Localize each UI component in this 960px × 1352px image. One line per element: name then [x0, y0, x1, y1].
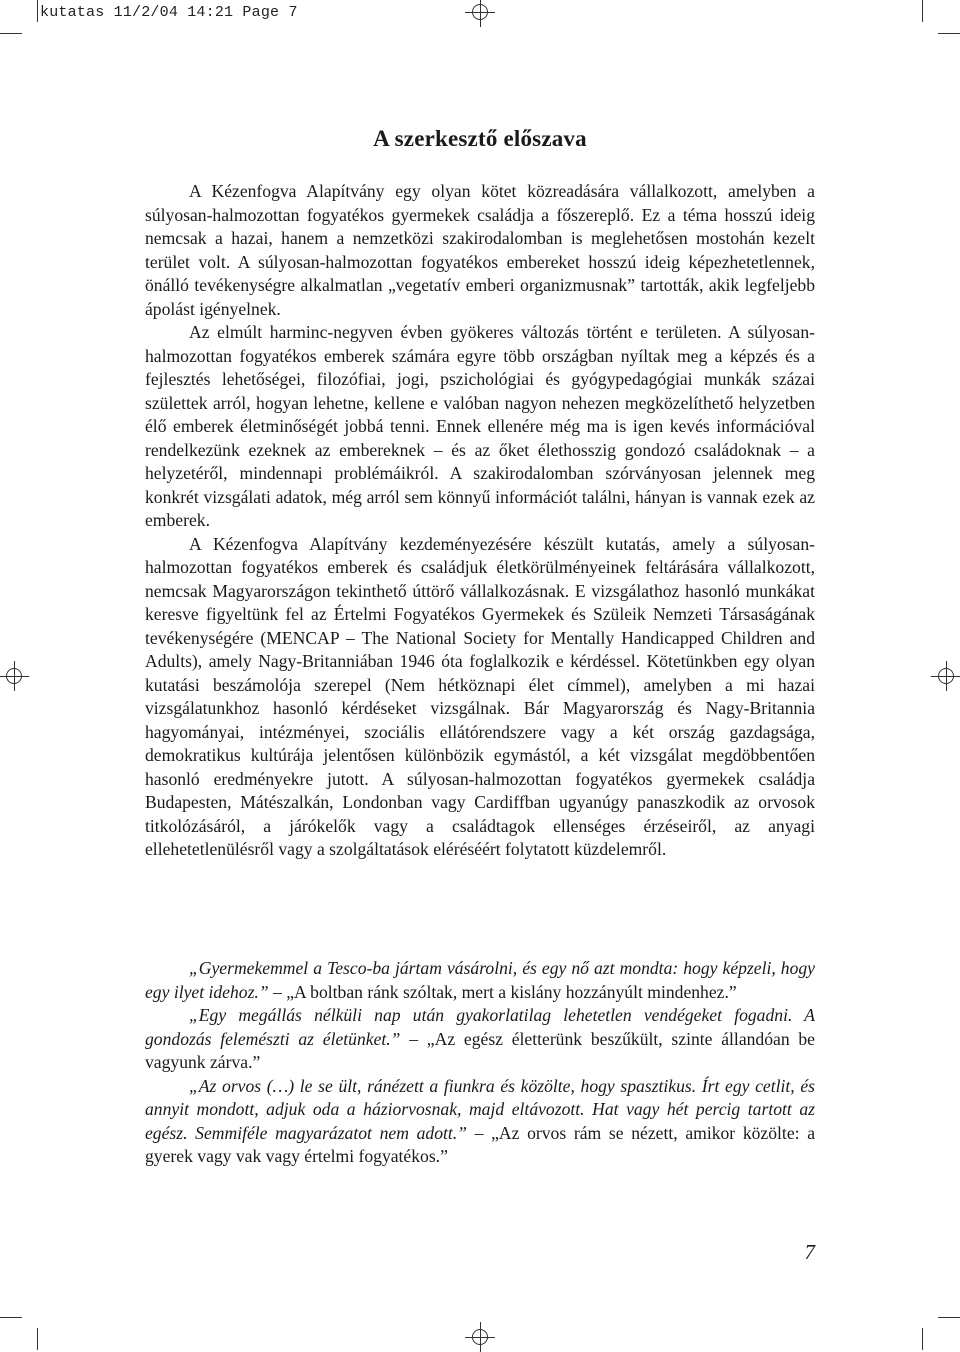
crop-mark-bottom-left — [0, 1317, 22, 1318]
paragraph: A Kézenfogva Alapítvány kezdeményezésére készült kutatás, amely a súlyosan-halmozottan fogyatékos emberek és családjuk életkörülményeinek feltárására vállalkozott, nemcsak Magyarországon tekinthető úttörő vállalkozásnak. E vizsgálathoz hasonló munkákat keresve figyeltünk fel az Értelmi Fogyatékos Gyermekek és Szüleik Nemzeti Társaságának tevékenységére (MENCAP – The National Society for Mentally Handicapped Children and Adults), amely Nagy-Britanniában 1946 óta foglalkozik e kérdéssel. Kötetünkben egy olyan kutatási beszámolója szerepel (Nem hétköznapi élet címmel), amelyben a mi hazai vizsgálatunkhoz hasonló kérdéseket vizsgálnak. Bár Magyarország és Nagy-Britannia hagyományai, intézményei, szociális ellátórendszere vagy a két ország gazdagsága, demokratikus kultúrája jelentősen különbözik egymástól, a két vizsgálat megdöbbentően hasonló eredményekre jutott. A súlyosan-halmozottan fogyatékos gyermekek családja Budapesten, Mátészalkán, Londonban vagy Cardiffban ugyanúgy panaszkodik az orvosok titkolózásáról, a járókelők vagy a családtagok ellenséges érzéseiről, az anyagi ellehetetlenülésről vagy a szolgáltatások eléréséért folytatott küzdelemről. — [145, 533, 815, 859]
quote-roman: – „Az orvos rám se nézett, amikor közölte: a gyerek vagy vak vagy értelmi fogyatékos.” — [145, 1122, 815, 1166]
quote-italic: „Az orvos (…) le se ült, ránézett a fiunkra és közölte, hogy spasztikus. Írt egy cetlit, és annyit mondott, adjuk oda a háziorvosnak, majd eltávozott. Hat vagy hét percig tartott az egész. Semmiféle magyarázatot nem adott.” — [145, 1075, 815, 1143]
quote-paragraph — [145, 1075, 815, 1169]
page-number: 7 — [804, 1240, 815, 1264]
quote-roman: – „Az egész életterünk beszűkült, szinte állandóan be vagyunk zárva.” — [145, 1028, 815, 1072]
quote-italic: „Gyermekemmel a Tesco-ba jártam vásárolni, és egy nő azt mondta: hogy képzeli, hogy egy ilyet idehoz.” — [145, 958, 815, 1002]
page-title: A szerkesztő előszava — [373, 126, 587, 151]
paragraph: A Kézenfogva Alapítvány egy olyan kötet közreadására vállalkozott, amelyben a súlyosan-halmozottan fogyatékos gyermekek családja a főszereplő. Ez a téma hosszú ideig nemcsak a hazai, hanem a nemzetközi szakirodalomban is meglehetősen mostohán kezelt terület volt. A súlyosan-halmozottan fogyatékos embereket hosszú ideig képezhetetlennek, önálló tevékenységre alkalmatlan „vegetatív emberi organizmusnak” tartották, akik legfeljebb ápolást igényelnek. — [145, 181, 815, 319]
crop-mark-bottom-left-v — [37, 1328, 38, 1350]
body-text — [145, 180, 815, 862]
crop-mark-top-right-v — [922, 0, 923, 22]
registration-mark-left — [6, 668, 22, 684]
registration-mark-top — [472, 4, 488, 20]
registration-mark-right — [938, 668, 954, 684]
crop-mark-bottom-right — [938, 1317, 960, 1318]
registration-mark-bottom — [472, 1329, 488, 1345]
quote-roman: – „A boltban ránk szóltak, mert a kislány hozzányúlt mindenhez.” — [268, 981, 737, 1002]
crop-mark-top-right — [938, 33, 960, 34]
crop-mark-bottom-right-v — [922, 1328, 923, 1350]
quote-paragraph — [145, 1004, 815, 1075]
quote-italic: „Egy megállás nélküli nap után gyakorlatilag lehetetlen vendégeket fogadni. A gondozás felemészti az életünket.” — [145, 1005, 815, 1049]
crop-mark-top-left — [0, 33, 22, 34]
crop-mark-top-left-v — [37, 0, 38, 22]
quote-paragraph — [145, 957, 815, 1004]
printer-slug: kutatas 11/2/04 14:21 Page 7 — [40, 4, 298, 21]
quote-section — [145, 957, 815, 1169]
paragraph: Az elmúlt harminc-negyven évben gyökeres változás történt e területen. A súlyosan-halmozottan fogyatékos emberek számára egyre több országban nyíltak meg a képzés és a fejlesztés lehetőségei, filozófiai, jogi, pszichológiai és gyógypedagógiai munkák százai születtek arról, hogyan lehetne, kellene e valóban nagyon nehezen megközelíthető helyzetben élő emberek életminőségét jobbá tenni. Ennek ellenére még ma is igen kevés információval rendelkezünk ezeknek az embereknek – és az őket élethosszig gondozó családoknak – a helyzetéről, mindennapi problémáikról. A szakirodalomban szórványosan jelennek meg konkrét vizsgálati adatok, még arról sem könnyű információt találni, hányan is vannak ezek az emberek. — [145, 322, 815, 530]
